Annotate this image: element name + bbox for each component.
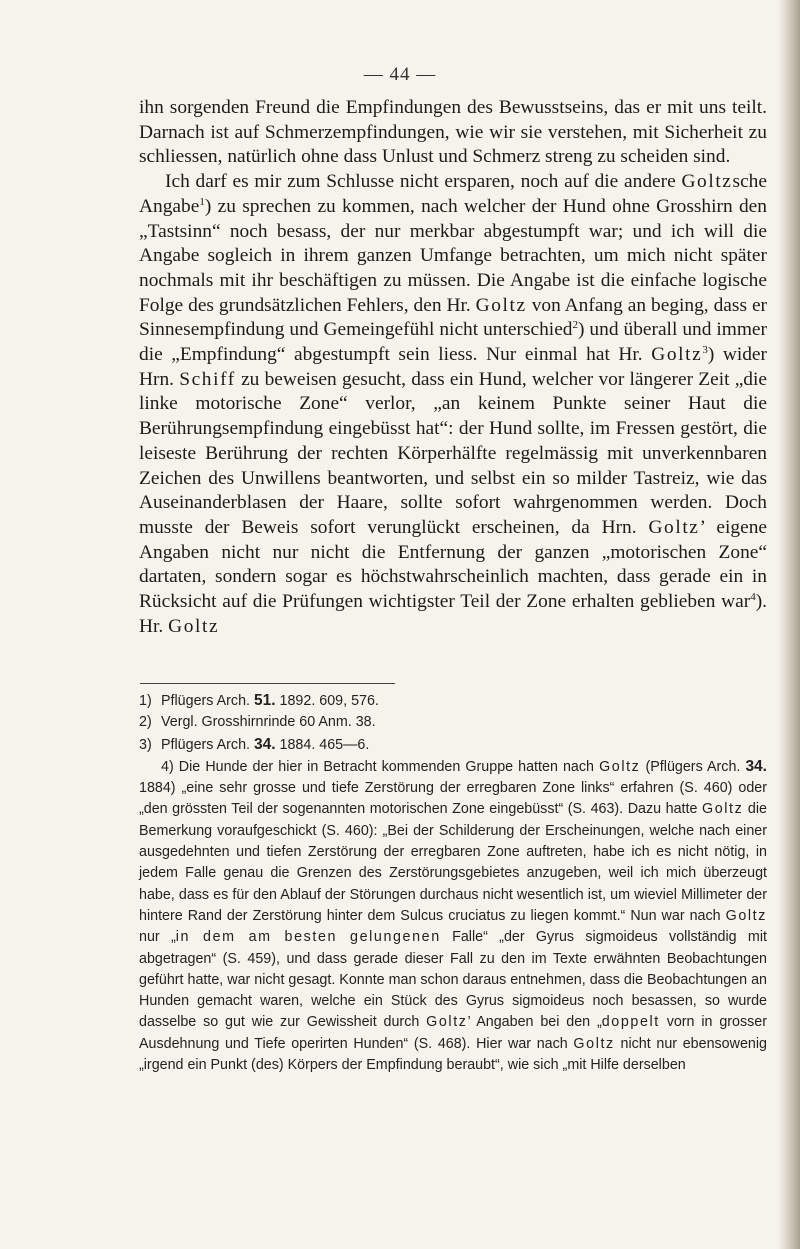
author-name: Goltz: [681, 171, 733, 193]
volume-number: 51.: [253, 692, 276, 709]
author-name: Goltz: [573, 1035, 615, 1052]
footnote-ref[interactable]: 4: [750, 591, 756, 604]
author-name: Goltz: [168, 615, 220, 637]
text-run: ) und überall und immer die „Empfindung“ abgestumpft sein liess. Nur einmal hat Hr.: [139, 319, 767, 366]
author-name: Goltz: [426, 1014, 468, 1031]
footnote-ref[interactable]: 1: [199, 195, 205, 208]
author-name: Goltz: [701, 801, 744, 818]
footnote-ref[interactable]: 3: [702, 344, 708, 357]
emphasized-word: doppelt: [601, 1014, 660, 1031]
footnote-number: 3): [139, 736, 152, 753]
text-run: Falle“ „der Gyrus sigmoideus vollständig mit abgetragen“ (S. 459), und dass gerade dieser Fall zu den im Texte erwähnten Beobachtungen geführt hatte, war nicht gesagt. Konnte man schon daraus entnehmen, dass die Beobachtungen an Hunden gemacht waren, welche ein Stück des Gyrus sigmoideus noch besassen, so wurde dasselbe so gut wie zur Gewissheit durch: [139, 929, 767, 1031]
text-run: ’ eigene Angaben nicht nur nicht die Entfernung der ganzen „motorischen Zone“ dartaten, sondern sogar es höchstwahrscheinlich machten, dass gerade ein in Rücksicht auf die Prüfungen wichtigster Teil der Zone erhalten geblieben war: [139, 516, 767, 613]
text-run: ) wider Hrn.: [139, 344, 767, 390]
footnote-ref[interactable]: 2: [572, 319, 578, 332]
text-run: (Pflügers Arch.: [640, 758, 746, 775]
text-run: ). Hr.: [139, 591, 767, 637]
footnote-number: 2): [139, 714, 152, 731]
page-edge-shadow: [778, 0, 800, 1249]
page-number: — 44 —: [363, 64, 437, 85]
footnotes: [139, 690, 767, 1076]
text-run: zu beweisen gesucht, dass ein Hund, welcher vor längerer Zeit „die linke motorische Zone“ verlor, „an keinem Punkte seiner Haut die Berührungsempfindung eingebüsst hat“: der Hund sollte, im Fressen gestört, die leiseste Berührung der rechten Körperhälfte regelmässig mit unverkennbaren Zeichen des Unwillens beantworten, und selbst ein so milder Tastreiz, wie das Auseinanderblasen der Haare, sollte sofort wahrgenommen werden. Doch musste der Beweis sofort verunglückt erscheinen, da Hrn.: [139, 368, 767, 538]
text-run: nur „: [139, 929, 176, 946]
text-run: Pflügers Arch.: [161, 736, 254, 753]
footnote-divider: [140, 683, 395, 684]
text-run: Ich darf es mir zum Schlusse nicht ersparen, noch auf die andere: [165, 171, 682, 193]
paragraph-2: [139, 170, 767, 639]
text-run: vorn in grosser Ausdehnung und Tiefe operirten Hunden“ (S. 468). Hier war nach: [139, 1014, 768, 1052]
footnote-4: [139, 756, 767, 1076]
text-run: 1892. 609, 576.: [275, 693, 379, 709]
text-run: Die Hunde der hier in Betracht kommenden Gruppe hatten nach: [178, 758, 600, 775]
footnote-number: 4): [161, 758, 174, 775]
emphasized-phrase: in dem am besten gelungenen: [175, 929, 441, 946]
text-run: ) zu sprechen zu kommen, nach welcher der Hund ohne Grosshirn den „Tastsinn“ noch besass, der nur merkbar abgestumpft war; und ich will die Angabe sogleich in ihrem ganzen Umfange betrachten, um mich nicht später nochmals mit ihr beschäftigen zu müssen. Die Angabe ist die einfache logische Folge des grundsätzlichen Fehlers, den Hr.: [139, 195, 767, 316]
text-run: 1884) „eine sehr grosse und tiefe Zerstörung der erregbaren Zone links“ erfahren (S. 460) oder „den grössten Teil der sogenannten motorischen Zone eingebüsst“ (S. 463). Dazu hatte: [139, 780, 767, 818]
text-run: sche Angabe: [139, 171, 767, 217]
author-name: Goltz: [651, 344, 703, 366]
footnote-1: [139, 690, 767, 712]
author-name: Goltz: [599, 758, 641, 775]
author-name: Goltz: [648, 516, 700, 538]
text-run: von Anfang an beging, dass er Sinnesempfindung und Gemeingefühl nicht unterschied: [139, 294, 768, 341]
footnote-3: [139, 734, 767, 756]
author-name: Goltz: [725, 907, 767, 924]
main-text: [139, 96, 767, 639]
text-run: Pflügers Arch.: [161, 693, 254, 709]
text-run: 1884. 465—6.: [275, 736, 370, 753]
text-run: nicht nur ebensowenig „irgend ein Punkt (des) Körpers der Empfindung beraubt“, wie sich „mit Hilfe derselben: [139, 1035, 767, 1074]
author-name: Goltz: [475, 294, 527, 316]
footnote-2: [139, 712, 767, 733]
text-run: Vergl. Grosshirnrinde 60 Anm. 38.: [161, 714, 376, 731]
volume-number: 34.: [253, 735, 276, 753]
footnote-number: 1): [139, 693, 152, 709]
text-run: ’ Angaben bei den „: [467, 1014, 602, 1031]
paragraph-1: ihn sorgenden Freund die Empfindungen des Bewusstseins, das er mit uns teilt. Darnach ist auf Schmerzempfindungen, wie wir sie verstehen, mit Sicherheit zu schliessen, natürlich ohne dass Unlust und Schmerz streng zu scheiden sind.: [139, 97, 767, 168]
author-name: Schiff: [179, 368, 236, 390]
text-run: die Bemerkung voraufgeschickt (S. 460): „Bei der Schilderung der Erscheinungen, welche nach einer ausgedehnten und tiefen Zerstörung der erregbaren Zone auftreten, habe ich es nicht nötig, in jedem Falle genau die Grenzen des Zerstörungsgebietes anzugeben, weil ich mich überzeugt habe, dass es für den Ablauf der Störungen durchaus nicht wesentlich ist, um wieviel Millimeter der hintere Rand der Zerstörung hinter dem Sulcus cruciatus zu liegen kommt.“ Nun war nach: [139, 801, 767, 924]
volume-number: 34.: [745, 757, 767, 775]
